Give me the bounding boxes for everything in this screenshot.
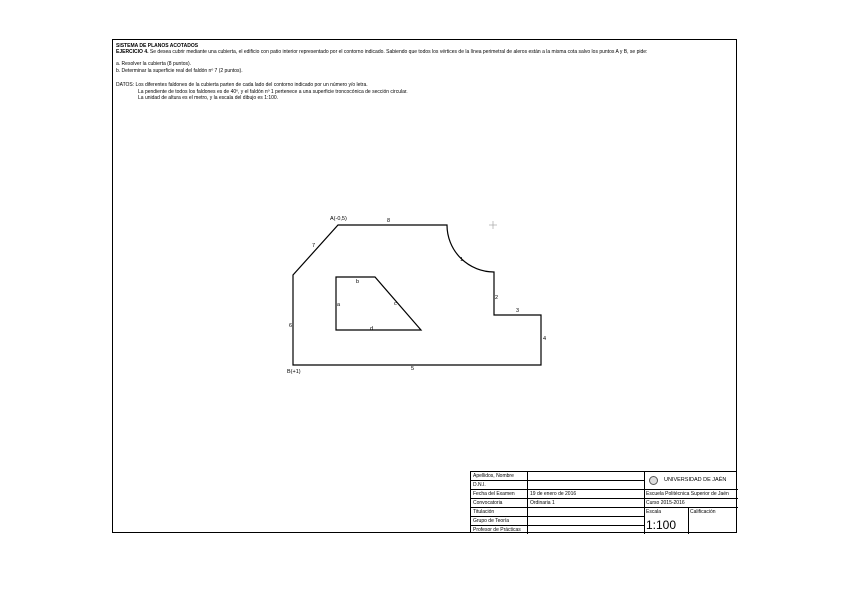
dni-label: D.N.I. xyxy=(473,482,486,488)
edge-label-4: 4 xyxy=(543,336,547,342)
title-block xyxy=(470,471,737,533)
data-label: DATOS: xyxy=(116,82,135,88)
degree-label: Titulación xyxy=(473,509,495,515)
outer-contour xyxy=(293,225,541,365)
edge-label-1: 1 xyxy=(460,257,464,263)
call-value: Ordinaria 1 xyxy=(530,500,555,506)
edge-label-2: 2 xyxy=(495,295,499,301)
call-label: Convocatoria xyxy=(473,500,503,506)
patio-contour xyxy=(336,277,421,330)
school-name: Escuela Politécnica Superior de Jaén xyxy=(646,491,729,497)
edge-label-3: 3 xyxy=(516,308,520,314)
university-name: UNIVERSIDAD DE JAÉN xyxy=(664,477,727,483)
edge-label-7: 7 xyxy=(312,243,316,249)
crosshair-marker xyxy=(489,221,497,229)
exercise-label: EJERCICIO 4. xyxy=(116,49,149,55)
data-line-1: Los diferentes faldones de la cubierta parten de cada lado del contorno indicado por un número y/o letra. xyxy=(135,82,368,88)
scale-label: Escala xyxy=(646,509,662,515)
edge-label-6: 6 xyxy=(289,323,293,329)
patio-label-d: d xyxy=(370,326,374,332)
practice-teacher-label: Profesor de Prácticas xyxy=(473,527,521,533)
data-line-3: La unidad de altura es el metro, y la escala del dibujo es 1:100. xyxy=(138,95,279,101)
task-a: a. Resolver la cubierta (8 puntos). xyxy=(116,61,192,67)
point-a-label: A(-0,5) xyxy=(330,216,347,222)
exercise-text: Se desea cubrir mediante una cubierta, el edificio con patio interior representado por el contorno indicado. Sabiendo que todos los vértices de la línea perimetral de aleros están a la misma cota salvo los puntos A y B, se pide: xyxy=(149,49,648,55)
name-label: Apellidos, Nombre xyxy=(473,473,514,479)
course-year: Curso 2015-2016 xyxy=(646,500,685,506)
task-b: b. Determinar la superficie real del faldón nº 7 (2 puntos). xyxy=(116,68,243,74)
grade-label: Calificación xyxy=(690,509,716,515)
patio-label-c: c xyxy=(394,301,397,307)
data-line-2: La pendiente de todos los faldones es de 40º, y el faldón nº 1 pertenece a una superficie troncocónica de sección circular. xyxy=(138,89,408,95)
patio-label-b: b xyxy=(356,279,360,285)
point-b-label: B(+1) xyxy=(287,369,301,375)
exam-date-value: 19 de enero de 2016 xyxy=(530,491,577,497)
edge-label-8: 8 xyxy=(387,218,391,224)
edge-label-5: 5 xyxy=(411,366,415,372)
exam-date-label: Fecha del Examen xyxy=(473,491,515,497)
scale-value: 1:100 xyxy=(646,518,677,532)
theory-group-label: Grupo de Teoría xyxy=(473,518,510,524)
patio-label-a: a xyxy=(337,302,341,308)
university-crest-icon xyxy=(649,476,658,485)
sheet-title: SISTEMA DE PLANOS ACOTADOS xyxy=(116,43,199,49)
